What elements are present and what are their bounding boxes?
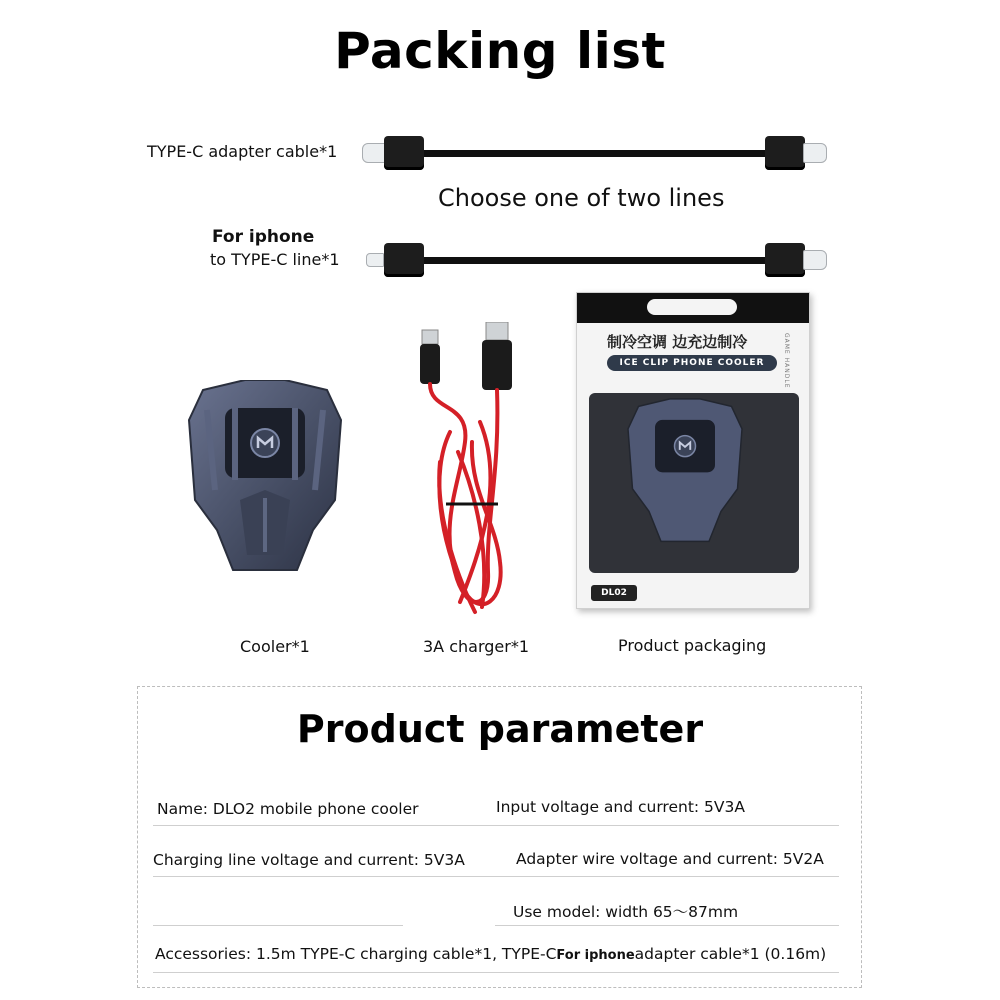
typec-cable-label: TYPE-C adapter cable*1 [147,142,338,161]
page-title: Packing list [334,22,666,80]
param-use-model: Use model: width 65～87mm [513,903,739,921]
packaging-subline: ICE CLIP PHONE COOLER [607,355,777,371]
cooler-caption: Cooler*1 [240,637,310,656]
iphone-cable-title: For iphone [212,227,315,247]
param-accessories-part3: adapter cable*1 (0.16m) [634,945,827,963]
param-accessories-part1: Accessories: 1.5m TYPE-C charging cable*1, TYPE-C [155,945,557,963]
param-name: Name: DLO2 mobile phone cooler [157,800,419,818]
iphone-cable-subtitle: to TYPE-C line*1 [210,250,340,269]
typec-cable-image [362,135,827,175]
param-charging: Charging line voltage and current: 5V3A [153,851,465,869]
packaging-caption: Product packaging [618,636,767,655]
param-divider [153,972,839,973]
param-divider [153,925,403,926]
param-accessories [155,945,826,963]
charger-cable-image [410,322,540,622]
param-divider [153,876,839,877]
param-divider [153,825,839,826]
param-divider [495,925,839,926]
packaging-headline: 制冷空调 边充边制冷 [607,333,748,351]
choose-text: Choose one of two lines [438,184,725,212]
param-accessories-part2: For iphone [556,948,635,963]
param-adapter: Adapter wire voltage and current: 5V2A [516,850,824,868]
product-packaging-image [576,292,810,609]
parameter-title: Product parameter [296,707,704,751]
charger-caption: 3A charger*1 [423,637,530,656]
param-input: Input voltage and current: 5V3A [496,798,745,816]
cooler-image [185,380,345,575]
iphone-cable-image [362,242,827,282]
packaging-model-badge: DL02 [591,585,637,601]
packaging-side-text: GAME HANDLE [783,333,790,389]
